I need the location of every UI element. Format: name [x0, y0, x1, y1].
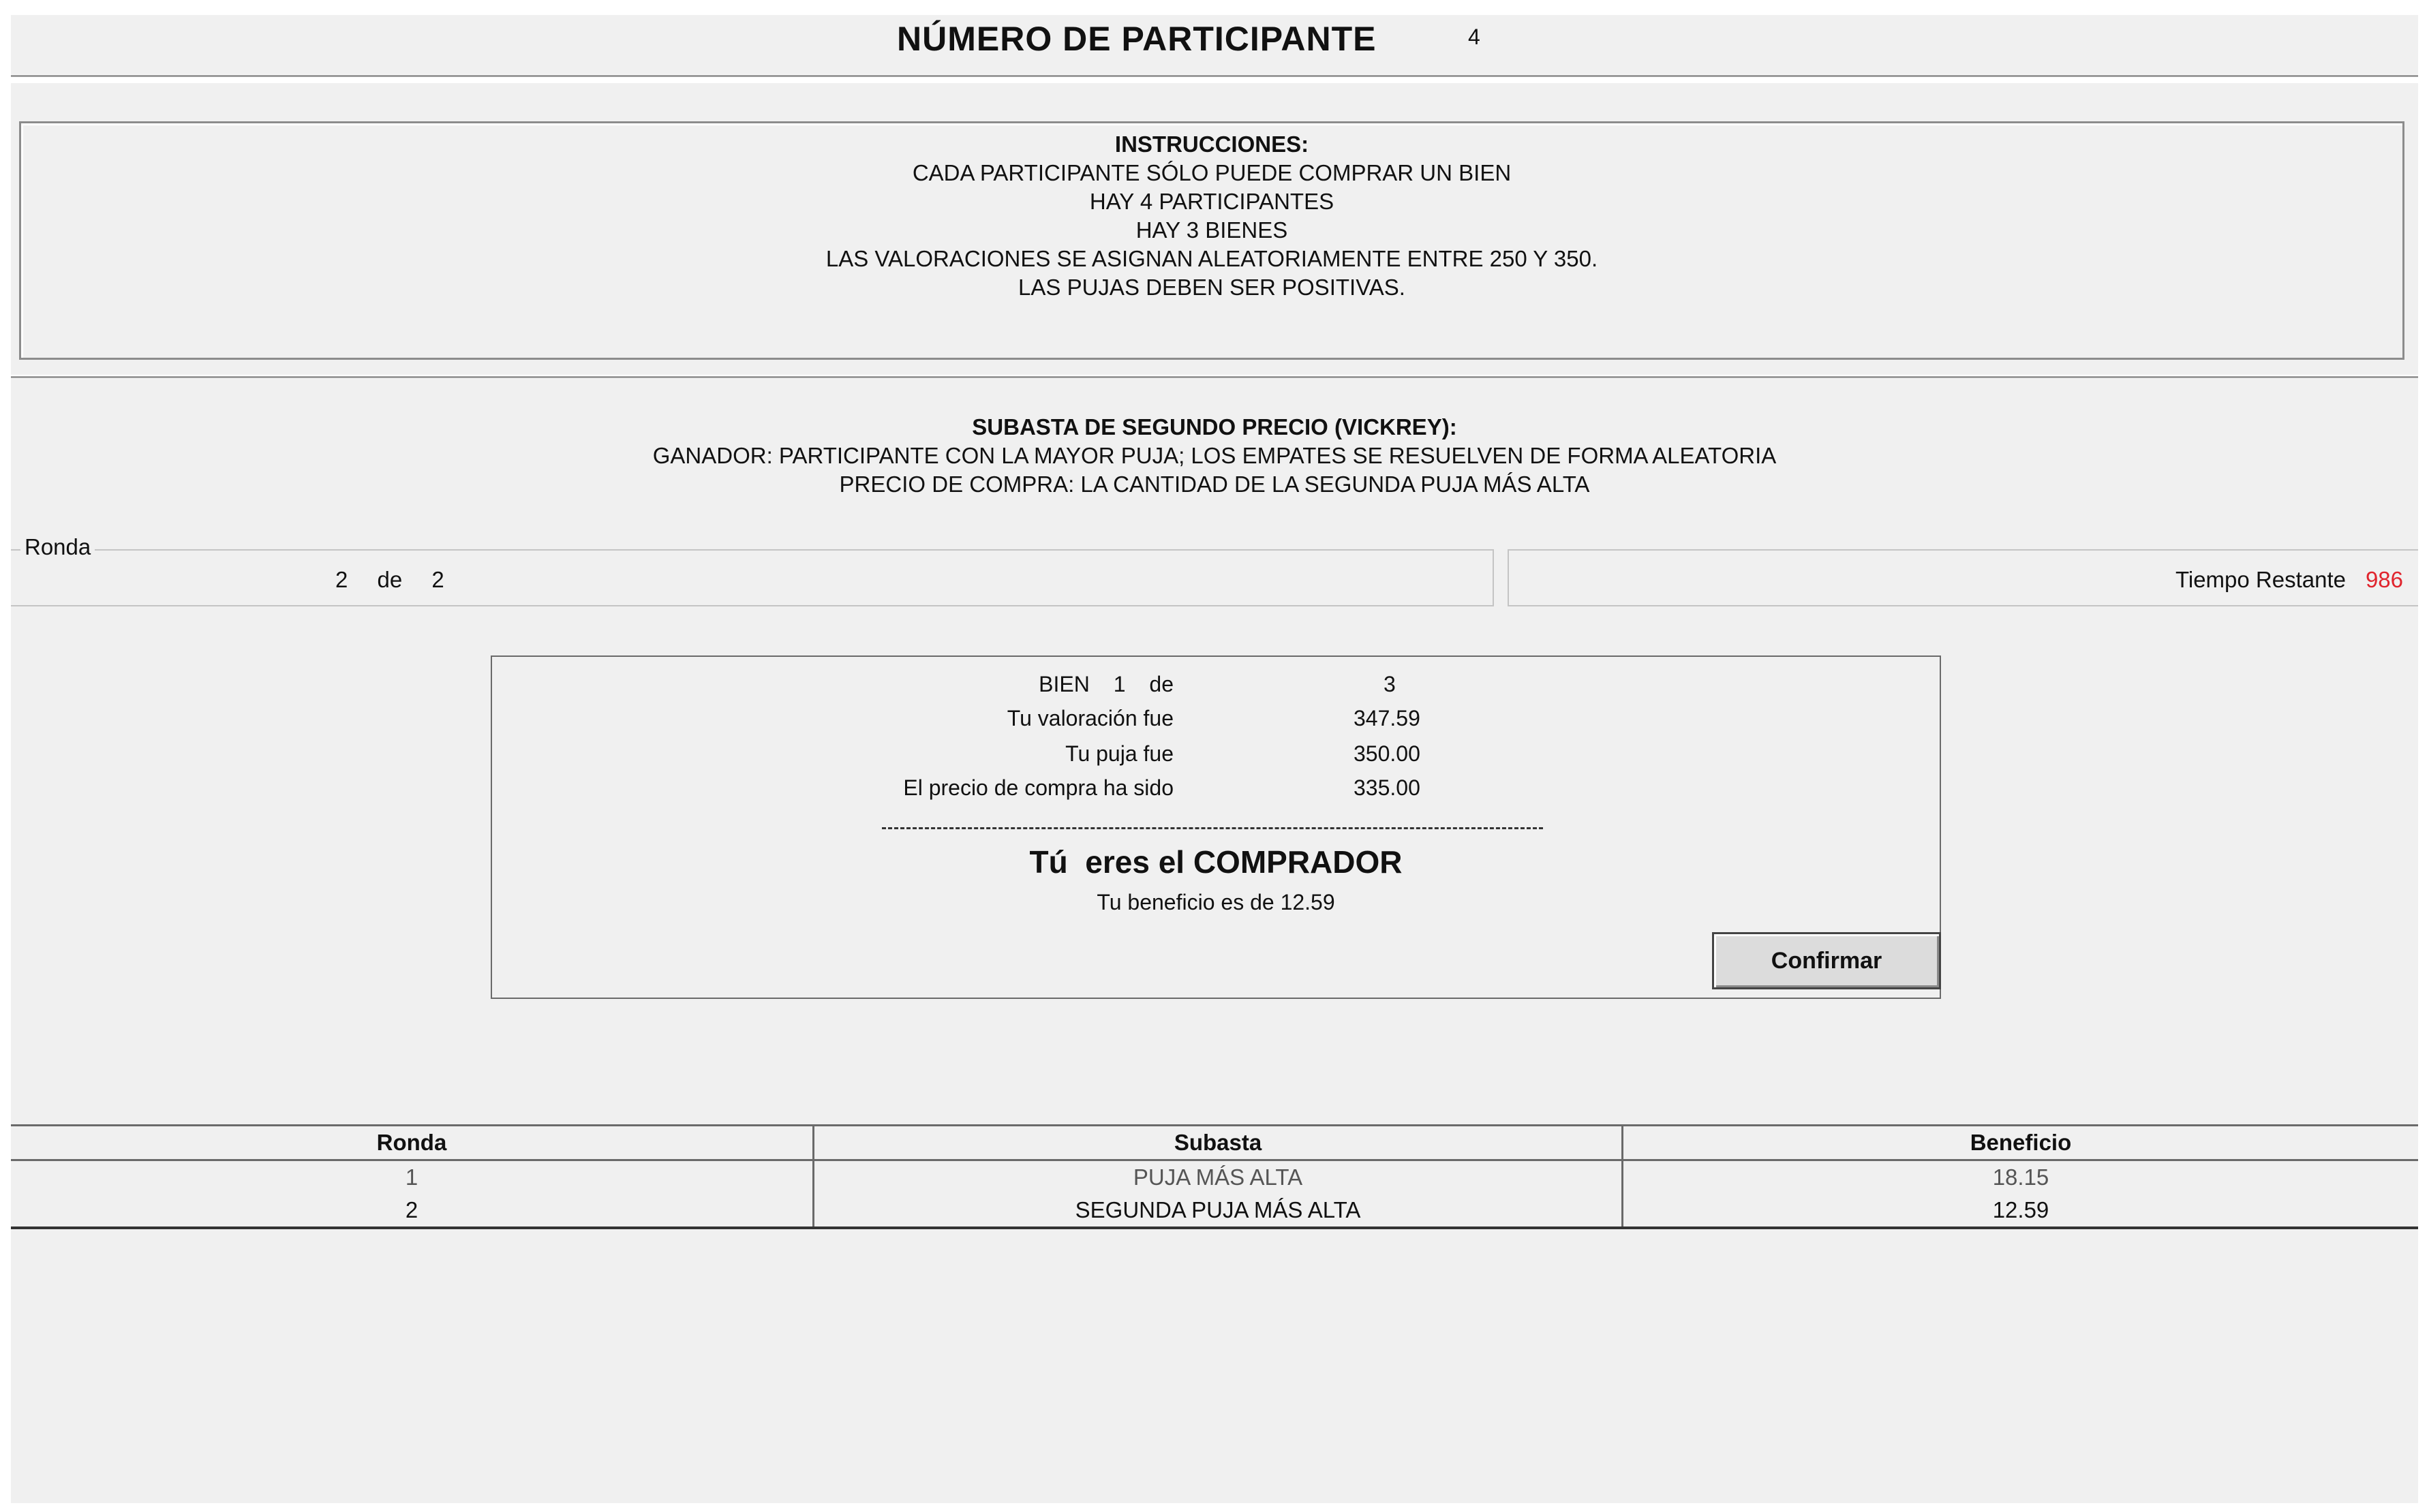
- instruction-line: HAY 4 PARTICIPANTES: [1089, 189, 1334, 214]
- table-cell-round: 2: [11, 1194, 814, 1228]
- instructions-box: [19, 121, 2404, 360]
- bid-label: Tu puja fue: [1065, 741, 1174, 766]
- column-header: Subasta: [814, 1126, 1623, 1160]
- timer-value: 986: [2365, 567, 2403, 592]
- auction-panel: [11, 379, 2418, 1503]
- price-value: 335.00: [1354, 775, 1420, 800]
- good-of-label: de: [1149, 672, 1174, 696]
- column-header: Ronda: [11, 1126, 814, 1160]
- timer-label: Tiempo Restante: [2175, 567, 2346, 592]
- divider: [11, 75, 2418, 77]
- table-cell-benefit: 12.59: [1623, 1194, 2419, 1228]
- table-cell-round: 1: [405, 1164, 418, 1190]
- table-cell-auction: PUJA MÁS ALTA: [814, 1160, 1623, 1194]
- good-label: [492, 672, 1174, 697]
- valuation-value: 347.59: [1354, 706, 1420, 730]
- instructions-text: [21, 130, 2402, 302]
- header-panel: [11, 15, 2418, 74]
- auction-heading: SUBASTA DE SEGUNDO PRECIO (VICKREY):: [972, 414, 1457, 439]
- table-cell-auction: SEGUNDA PUJA MÁS ALTA: [814, 1194, 1623, 1228]
- buyer-message: Tú eres el COMPRADOR: [1029, 844, 1403, 880]
- auction-price-rule: PRECIO DE COMPRA: LA CANTIDAD DE LA SEGUNDA PUJA MÁS ALTA: [839, 472, 1590, 497]
- good-label-text: BIEN: [1039, 672, 1090, 696]
- confirm-button[interactable]: Confirmar: [1712, 932, 1941, 989]
- table-row: [11, 1160, 2418, 1194]
- history-header-row: [11, 1126, 2418, 1160]
- price-label: El precio de compra ha sido: [903, 775, 1174, 800]
- round-current: 2: [335, 567, 348, 592]
- round-box: [11, 549, 1494, 606]
- instruction-line: LAS VALORACIONES SE ASIGNAN ALEATORIAMENTE ENTRE 250 Y 350.: [825, 246, 1598, 271]
- separator-dashes: [882, 827, 1543, 829]
- page-title: NÚMERO DE PARTICIPANTE: [897, 20, 1377, 58]
- benefit-message: Tu beneficio es de 12.59: [1097, 890, 1335, 914]
- column-header: Beneficio: [1623, 1126, 2419, 1160]
- participant-number: 4: [1468, 25, 1480, 49]
- good-current: 1: [1113, 672, 1126, 696]
- auction-rules: [11, 413, 2418, 499]
- divider: [11, 376, 2418, 378]
- good-total: 3: [1384, 672, 1396, 696]
- instruction-line: CADA PARTICIPANTE SÓLO PUEDE COMPRAR UN BIEN: [912, 160, 1512, 185]
- round-indicator: [335, 567, 444, 593]
- instruction-line: HAY 3 BIENES: [1135, 217, 1288, 243]
- auction-winner-rule: GANADOR: PARTICIPANTE CON LA MAYOR PUJA; LOS EMPATES SE RESUELVEN DE FORMA ALEATORIA: [652, 443, 1777, 468]
- bid-value: 350.00: [1354, 741, 1420, 766]
- table-cell-benefit: 18.15: [1623, 1160, 2419, 1194]
- round-legend: Ronda: [20, 534, 95, 560]
- round-of-label: de: [377, 567, 403, 592]
- history-table: [11, 1124, 2418, 1229]
- round-total: 2: [431, 567, 444, 592]
- instruction-line: LAS PUJAS DEBEN SER POSITIVAS.: [1018, 275, 1405, 300]
- result-box: [491, 655, 1941, 999]
- table-row: [11, 1194, 2418, 1228]
- valuation-label: Tu valoración fue: [1007, 706, 1174, 730]
- instructions-heading: INSTRUCCIONES:: [1114, 132, 1309, 157]
- instructions-band: [11, 83, 2418, 375]
